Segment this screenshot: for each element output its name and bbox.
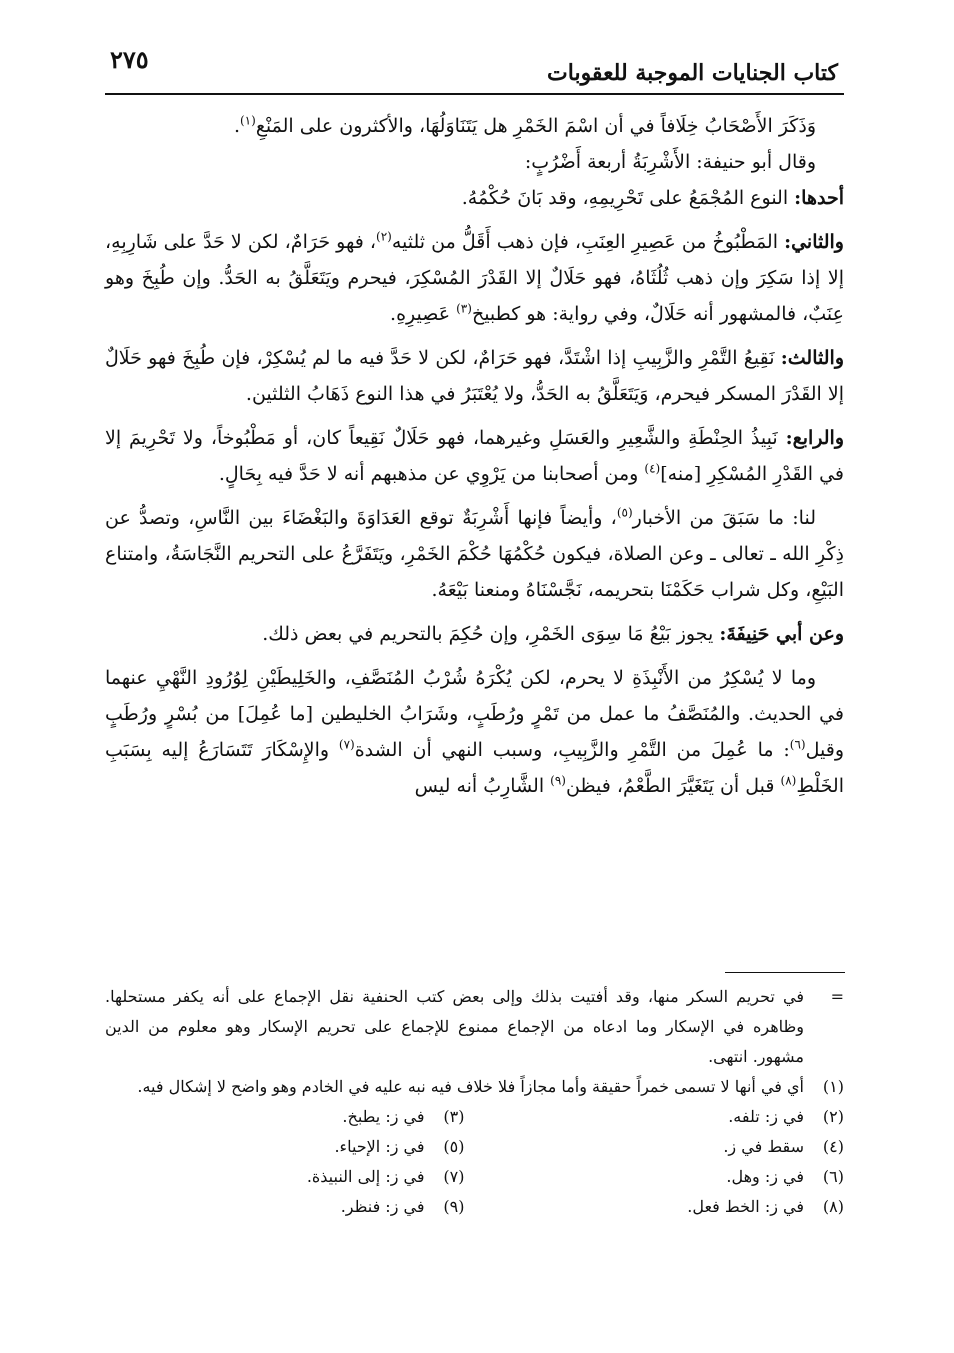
footnote-divider xyxy=(725,972,845,973)
footnote-ref-7: (٧) xyxy=(338,737,355,752)
footnote-8: (٨) في ز: الخط فعل. xyxy=(687,1197,844,1216)
footnote-ref-8: (٨) xyxy=(780,773,797,788)
footnote-9: (٩) في ز: فنظر. xyxy=(340,1197,465,1216)
page-number: ٢٧٥ xyxy=(110,45,149,74)
paragraph-first-type: أحدها: النوع المُجْمَعُ على تَحْرِيمِهِ، وقد بَانَ حُكْمُهُ. xyxy=(461,187,844,209)
footnote-4: (٤) سقط في ز. xyxy=(723,1137,844,1156)
footnote-ref-2: (٢) xyxy=(376,229,392,244)
paragraph-second-type: والثاني: المَطْبُوخُ من عَصِيرِ العِنَبِ، فإن ذهب أَقَلُّ من ثلثيه$^{(٢)}$، فهو حَرَامٌ، لكن لا حَدَّ على شَارِبِهِ، إلا إذا سَكِرَ وإن ذهب ثُلُثَاهُ، فهو حَلَالٌ إلا القَدْرَ المُسْكِرَ، فيحرم ويَتَعَلَّقُ به الحَدُّ. وإن طُبِخَ وهو عِنَبٌ، فالمشهور أنه حَلَالٌ، وفي رواية: هو كطبيخ$^{(٣)}$ عَصِيرِهِ. xyxy=(105,229,844,325)
footnote-7: (٧) في ز: إلى النبيذة. xyxy=(306,1167,465,1186)
footnote-grid xyxy=(105,1102,844,1222)
footnotes xyxy=(105,982,844,1222)
paragraph-lead: والثالث: xyxy=(780,347,844,369)
footnote-ref-3: (٣) xyxy=(456,301,472,316)
paragraph-1: وَذَكَرَ الأَصْحَابُ خِلَافاً في أن اسْمَ الخَمْرِ هل يَتَنَاوَلُهَا، والأكثرون على المَنْعِ$^{(١)}$. xyxy=(233,113,816,137)
paragraph-fourth-type: والرابع: نَبِيذُ الحِنْطَةِ والشَّعِيرِ والعَسَلِ وغيرهما، فهو حَلَالٌ نَقِيعاً كان، أو مَطْبُوخاً، ولا تَحْرِيمَ إلا في القَدْرِ المُسْكِرِ [منه]$^{(٤)}$ ومن أصحابنا من يَرْوِي عن مذهبهم أنه لا حَدَّ فيه بِحَالٍ. xyxy=(105,427,844,485)
header-divider xyxy=(105,93,844,95)
footnote-5: (٥) في ز: الإحياء. xyxy=(334,1137,465,1156)
footnote-ref-1: (١) xyxy=(239,113,256,128)
paragraph-lead: والثاني: xyxy=(784,231,844,253)
footnote-3: (٣) في ز: يطبخ. xyxy=(342,1107,465,1126)
footnote-ref-9: (٩) xyxy=(550,773,566,788)
paragraph-lead: وعن أبي حَنِيفَةَ: xyxy=(719,623,844,645)
paragraph-2: وقال أبو حنيفة: الأَشْرِبَةُ أربعة أَضْرُبٍ: xyxy=(524,151,816,173)
footnote-continuation: = في تحريم السكر منها، وقد أفتيت بذلك وإلى بعض كتب الحنفية نقل الإجماع على أنه يكفر مستحلها. وظاهره في الإسكار وما ادعاه من الإجماع ممنوع للإجماع على تحريم الإسكار وهو معلوم من الدين مشهور. انتهى. xyxy=(105,987,844,1066)
paragraph-nabidh: وما لا يُسْكِرُ من الأَنْبِذَةِ لا يحرم، لكن يُكْرَهُ شُرْبُ المُنَصَّفِ، والخَلِيطَيْنِ لِوُرُودِ النَّهْيِ عنهما في الحديث. والمُنَصَّفُ ما عمل من تَمْرٍ ورُطَبٍ، وشَرَابُ الخليطين [ما عُمِلَ] من بُسْرٍ ورُطَبٍ وقيل$^{(٦)}$: ما عُمِلَ من التَّمْرِ والزَّبِيبِ، وسبب النهي أن الشدة$^{(٧)}$ والإِسْكَارَ تَتَسَارَعُ إليه بِسَبَبِ الخَلْطِ$^{(٨)}$ قبل أن يَتَغَيَّرَ الطَّعْمُ، فيظن$^{(٩)}$ الشَّارِبُ أنه ليس xyxy=(105,667,844,797)
paragraph-third-type: والثالث: نَقِيعُ التَّمْرِ والزَّبِيبِ إذا اشْتَدَّ، فهو حَرَامٌ، لكن لا حَدَّ فيه ما لم يُسْكِرْ، فإن طُبِخَ فهو حَلَالٌ إلا القَدْرَ المسكر فيحرم، وَيَتَعَلَّقُ به الحَدُّ، ولا يُعْتَبَرُ في هذا النوع ذَهَابُ الثلثين. xyxy=(105,347,844,405)
paragraph-lead: والرابع: xyxy=(785,427,844,449)
paragraph-our-position: لنا: ما سَبَقَ من الأخبار$^{(٥)}$، وأيضاً فإنها أَشْرِبَةٌ توقع العَدَاوَةَ والبَغْضَاءَ بين النَّاسِ، وتصدُّ عن ذِكْرِ الله ـ تعالى ـ وعن الصلاة، فيكون حُكْمُهَا حُكْمَ الخَمْرِ، ويَتَفَرَّعُ على التحريم النَّجَاسَةُ، وامتناع البَيْعِ، وكل شراب حَكَمْنَا بتحريمه، نَجَّسْنَاهُ ومنعنا بَيْعَهُ. xyxy=(105,505,844,601)
paragraph-abu-hanifa: وعن أبي حَنِيفَةَ: يجوز بَيْعُ مَا سِوَى الخَمْرِ، وإن حُكِمَ بالتحريم في بعض ذلك. xyxy=(262,623,844,645)
paragraph-lead: أحدها: xyxy=(794,187,844,209)
footnote-2: (٢) في ز: تلفه. xyxy=(728,1107,844,1126)
running-header-title: كتاب الجنايات الموجبة للعقوبات xyxy=(547,60,838,86)
footnote-ref-6: (٦) xyxy=(789,737,806,752)
footnote-1: (١) أي في أنها لا تسمى خمراً حقيقة وأما مجازاً فلا خلاف فيه نبه عليه في الخادم وهو واضح لا إشكال فيه. xyxy=(137,1077,844,1096)
main-text xyxy=(105,108,844,804)
footnote-ref-5: (٥) xyxy=(616,505,633,520)
footnote-6: (٦) في ز: وهل. xyxy=(726,1167,844,1186)
footnote-ref-4: (٤) xyxy=(644,461,661,476)
